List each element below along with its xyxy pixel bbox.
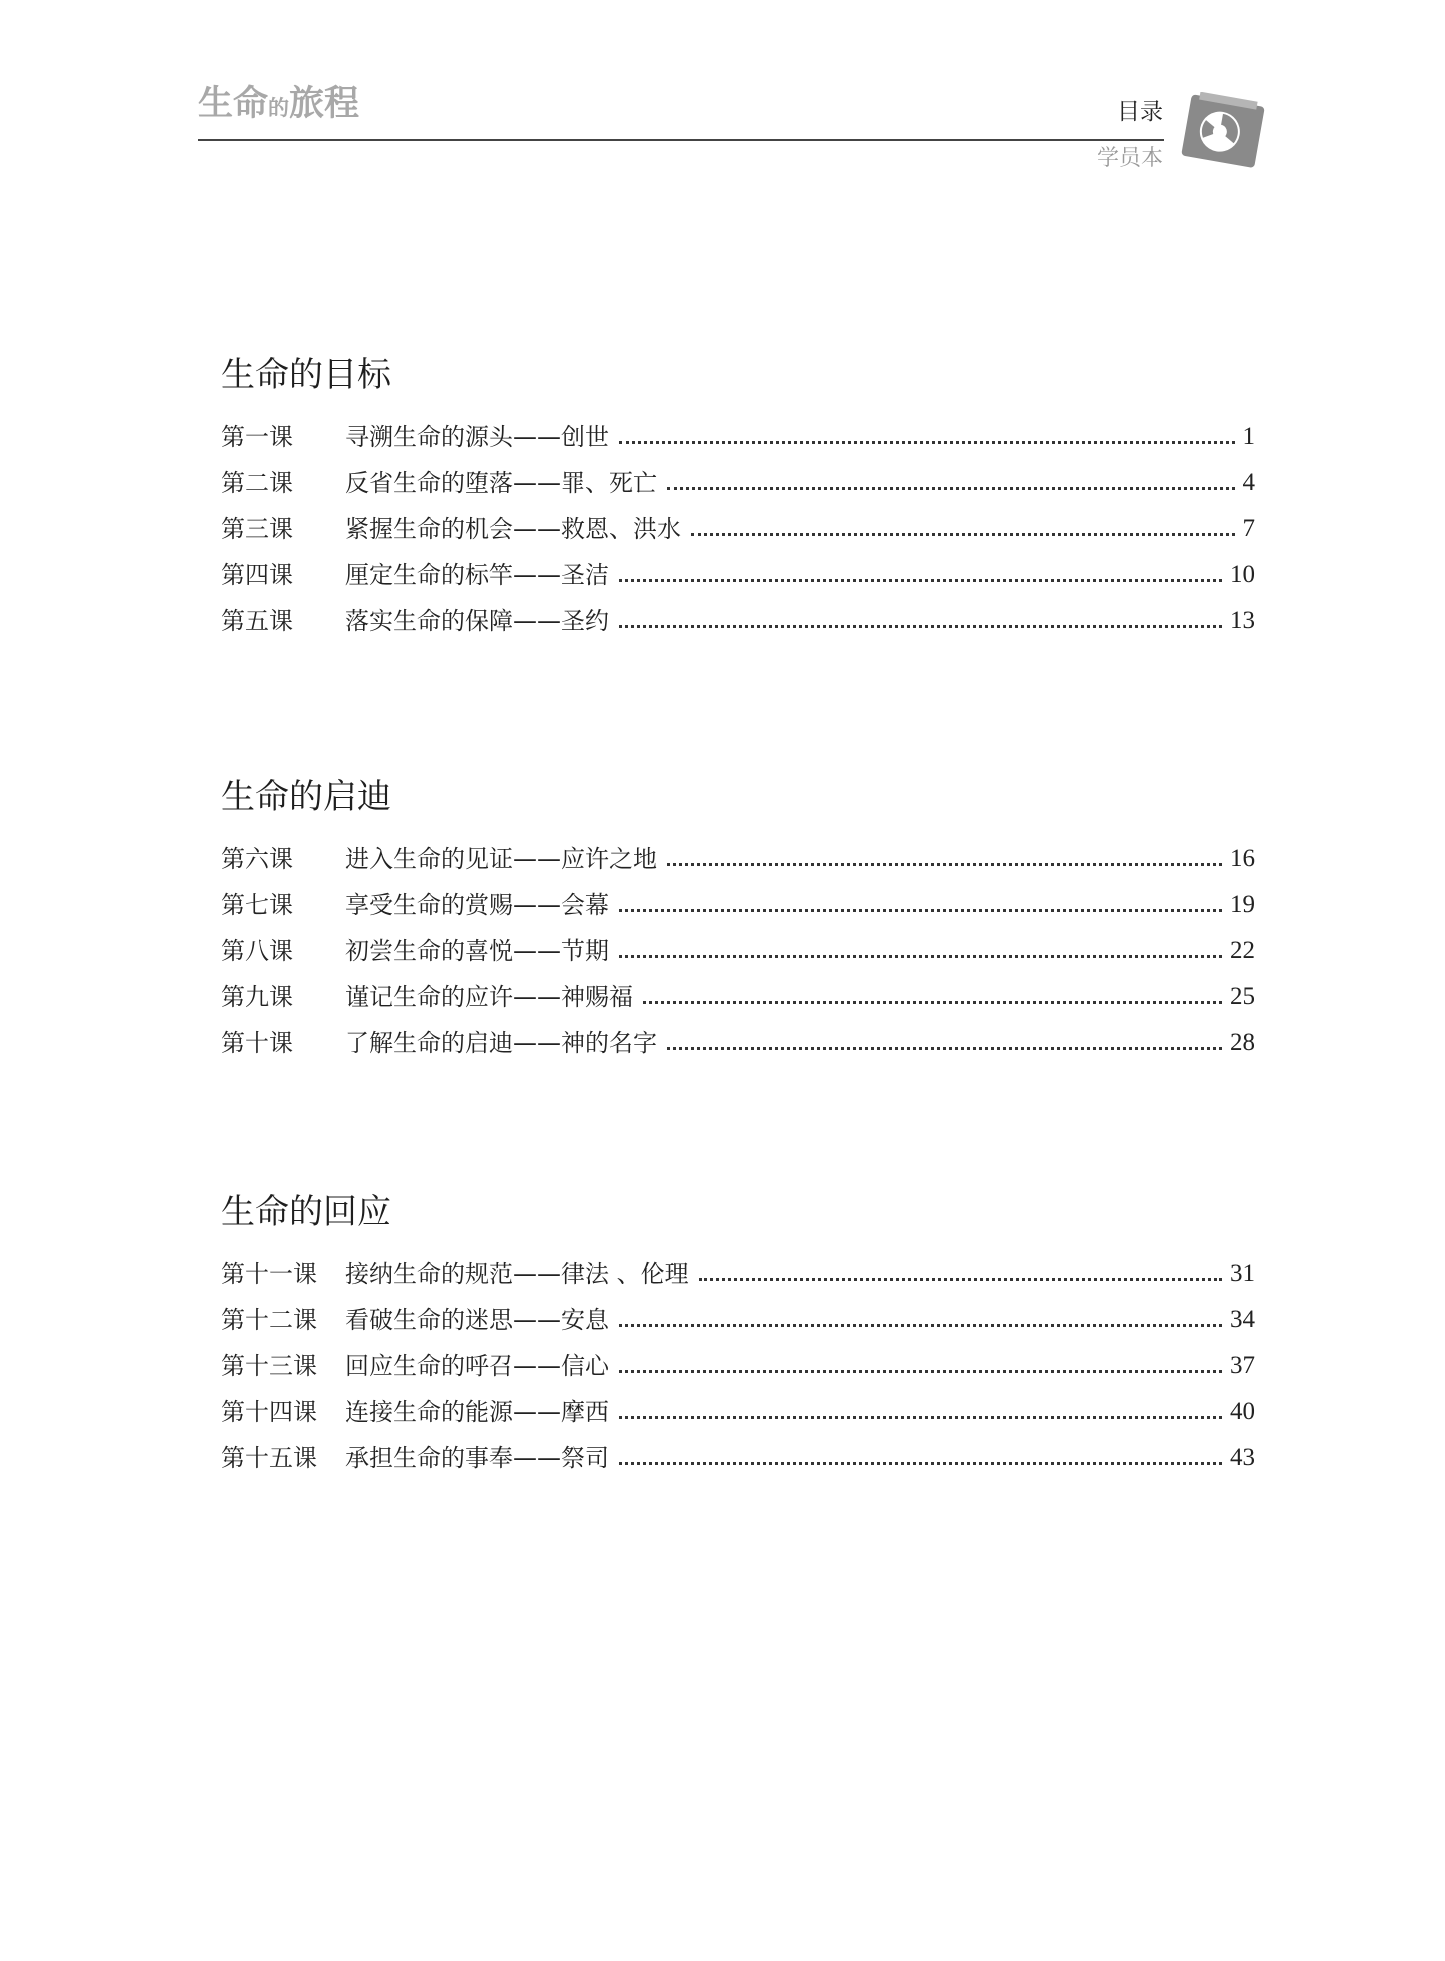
brand-part-2: 的 [268, 95, 290, 120]
page-subtitle: 学员本 [1096, 146, 1163, 171]
dot-leader [643, 1000, 1222, 1004]
lesson-title: 享受生命的赏赐——会幕 [345, 891, 609, 919]
dot-leader [699, 1277, 1222, 1281]
lesson-number: 第七课 [221, 891, 293, 919]
toc-entry[interactable] [221, 1344, 1255, 1378]
toc-entry[interactable] [221, 507, 1255, 541]
lesson-title: 落实生命的保障——圣约 [345, 607, 609, 635]
toc-entry[interactable] [221, 599, 1255, 633]
book-brand-title [198, 83, 360, 124]
lesson-title: 进入生命的见证——应许之地 [345, 845, 657, 873]
dot-leader [619, 908, 1222, 912]
lesson-title: 了解生命的启迪——神的名字 [345, 1029, 657, 1057]
page-number: 40 [1230, 1398, 1255, 1425]
lesson-title: 初尝生命的喜悦——节期 [345, 937, 609, 965]
page-number: 34 [1230, 1306, 1255, 1333]
page-number: 22 [1230, 937, 1255, 964]
section-title: 生命的启迪 [221, 777, 391, 817]
section-title: 生命的目标 [221, 355, 391, 395]
lesson-number: 第四课 [221, 561, 293, 589]
toc-entry[interactable] [221, 929, 1255, 963]
dot-leader [619, 440, 1235, 444]
page-number: 13 [1230, 607, 1255, 634]
lesson-number: 第十三课 [221, 1352, 317, 1380]
toc-entry[interactable] [221, 1436, 1255, 1470]
page-number: 16 [1230, 845, 1255, 872]
page-number: 28 [1230, 1029, 1255, 1056]
page-number: 31 [1230, 1260, 1255, 1287]
toc-entry[interactable] [221, 883, 1255, 917]
dot-leader [619, 1415, 1222, 1419]
dot-leader [619, 1369, 1222, 1373]
dot-leader [667, 1046, 1222, 1050]
toc-entry[interactable] [221, 553, 1255, 587]
lesson-number: 第六课 [221, 845, 293, 873]
dot-leader [619, 1461, 1222, 1465]
dot-leader [667, 486, 1235, 490]
page-number: 4 [1242, 469, 1255, 496]
lesson-title: 寻溯生命的源头——创世 [345, 423, 609, 451]
page-number: 1 [1242, 423, 1255, 450]
page-number: 25 [1230, 983, 1255, 1010]
dot-leader [667, 862, 1222, 866]
dot-leader [619, 1323, 1222, 1327]
lesson-title: 连接生命的能源——摩西 [345, 1398, 609, 1426]
toc-entry[interactable] [221, 1390, 1255, 1424]
toc-entry[interactable] [221, 1298, 1255, 1332]
lesson-title: 看破生命的迷思——安息 [345, 1306, 609, 1334]
header-rule [198, 139, 1164, 141]
toc-entry[interactable] [221, 1021, 1255, 1055]
dot-leader [619, 954, 1222, 958]
lesson-title: 谨记生命的应许——神赐福 [345, 983, 633, 1011]
section-title: 生命的回应 [221, 1192, 391, 1232]
lesson-title: 接纳生命的规范——律法 、伦理 [345, 1260, 689, 1288]
page-number: 43 [1230, 1444, 1255, 1471]
lesson-number: 第十四课 [221, 1398, 317, 1426]
page-number: 37 [1230, 1352, 1255, 1379]
toc-entry[interactable] [221, 975, 1255, 1009]
lesson-title: 紧握生命的机会——救恩、洪水 [345, 515, 681, 543]
dot-leader [619, 578, 1222, 582]
toc-entry[interactable] [221, 1252, 1255, 1286]
lesson-number: 第十一课 [221, 1260, 317, 1288]
lesson-number: 第五课 [221, 607, 293, 635]
dot-leader [619, 624, 1222, 628]
lesson-title: 承担生命的事奉——祭司 [345, 1444, 609, 1472]
page-number: 10 [1230, 561, 1255, 588]
lesson-number: 第二课 [221, 469, 293, 497]
toc-entry[interactable] [221, 837, 1255, 871]
book-emblem-icon [1178, 92, 1266, 170]
page-number: 19 [1230, 891, 1255, 918]
lesson-title: 反省生命的堕落——罪、死亡 [345, 469, 657, 497]
lesson-title: 回应生命的呼召——信心 [345, 1352, 609, 1380]
brand-part-3: 旅程 [289, 83, 360, 124]
dot-leader [691, 532, 1235, 536]
lesson-number: 第八课 [221, 937, 293, 965]
brand-part-1: 生命 [198, 83, 269, 124]
page-number: 7 [1242, 515, 1255, 542]
toc-entry[interactable] [221, 415, 1255, 449]
lesson-number: 第十二课 [221, 1306, 317, 1334]
lesson-number: 第十课 [221, 1029, 293, 1057]
lesson-number: 第三课 [221, 515, 293, 543]
toc-entry[interactable] [221, 461, 1255, 495]
lesson-number: 第一课 [221, 423, 293, 451]
lesson-number: 第九课 [221, 983, 293, 1011]
lesson-title: 厘定生命的标竿——圣洁 [345, 561, 609, 589]
page-title: 目录 [1117, 99, 1163, 125]
lesson-number: 第十五课 [221, 1444, 317, 1472]
